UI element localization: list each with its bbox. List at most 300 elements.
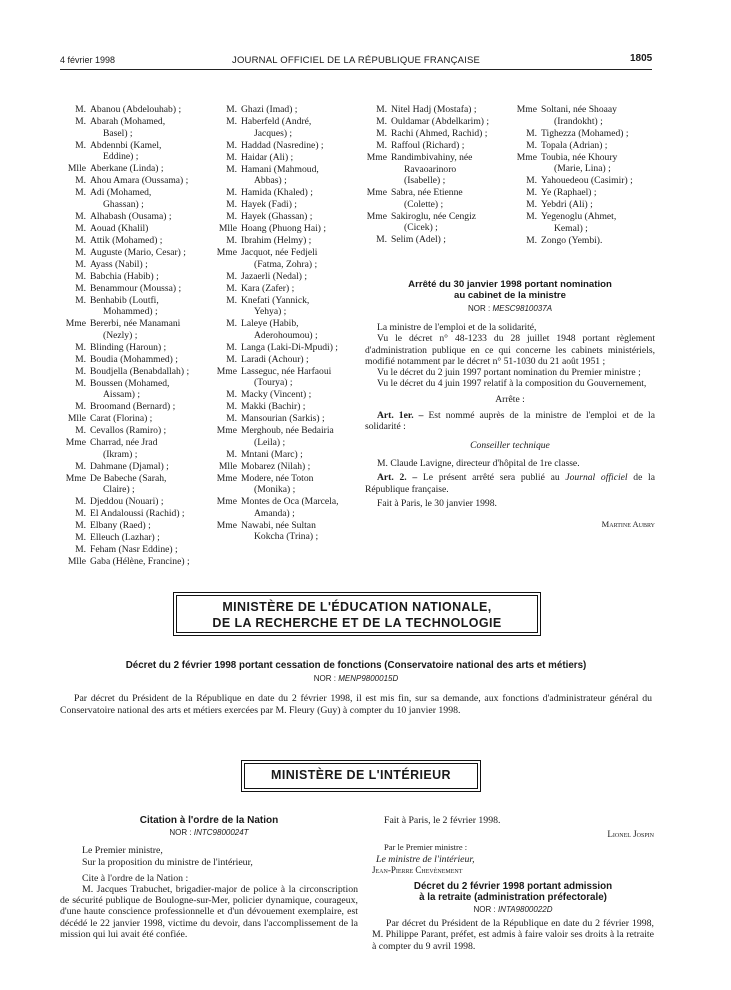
- name-entry: [64, 378, 204, 401]
- name-title: Mme: [65, 472, 86, 484]
- nor-label: NOR :: [467, 304, 491, 313]
- name-line: Ibrahim (Helmy) ;: [241, 235, 312, 246]
- name-text: [90, 259, 204, 271]
- name-line: Attik (Mohamed) ;: [90, 234, 163, 246]
- name-line: Ghazi (Imad) ;: [241, 104, 298, 115]
- name-line: Ahou Amara (Oussama) ;: [90, 175, 189, 186]
- name-text: [90, 295, 204, 318]
- name-text: [241, 199, 355, 211]
- name-text: [90, 401, 204, 413]
- name-line: Tighezza (Mohamed) ;: [541, 127, 629, 139]
- ministry-interieur-box: [244, 763, 478, 789]
- name-line: Claire) ;: [103, 484, 135, 495]
- name-line: Dahmane (Djamal) ;: [90, 460, 169, 472]
- name-title: M.: [526, 175, 537, 186]
- name-line: Nawabi, née Sultan: [241, 519, 316, 531]
- arrete-paragraph: La ministre de l'emploi et de la solidarité,: [377, 322, 537, 334]
- name-title: Mme: [366, 152, 387, 163]
- name-line: Hoang (Phuong Hai) ;: [241, 223, 326, 234]
- name-entry: [215, 461, 355, 473]
- name-line: Alhabash (Ousama) ;: [90, 210, 172, 222]
- name-line: Selim (Adel) ;: [391, 234, 446, 245]
- title-line2: à la retraite (administration préfectorale): [419, 891, 607, 903]
- name-title: Mme: [516, 104, 537, 115]
- name-line: Haddad (Nasredine) ;: [241, 139, 324, 151]
- name-title: Mme: [516, 151, 537, 163]
- name-text: [241, 164, 355, 187]
- arrete-section: [365, 279, 655, 530]
- name-line: Hayek (Ghassan) ;: [241, 211, 313, 222]
- name-line: Zongo (Yembi).: [541, 234, 603, 246]
- name-line: Basel) ;: [103, 127, 133, 139]
- name-entry: [64, 461, 204, 473]
- name-line: Rachi (Ahmed, Rachid) ;: [391, 128, 488, 139]
- name-entry: [215, 389, 355, 401]
- name-title: M.: [226, 211, 237, 222]
- name-entry: [515, 104, 655, 127]
- name-entry: [365, 187, 515, 210]
- name-title: M.: [75, 341, 86, 353]
- name-text: [241, 247, 355, 270]
- name-text: [241, 295, 355, 318]
- name-title: M.: [226, 139, 237, 151]
- name-text: [241, 211, 355, 223]
- name-title: Mme: [216, 519, 237, 531]
- citation-paragraph: Le Premier ministre,: [82, 845, 163, 857]
- name-entry: [215, 223, 355, 235]
- name-text: [391, 128, 515, 140]
- name-title: M.: [526, 127, 537, 139]
- role-line: Le ministre de l'intérieur,: [376, 853, 475, 865]
- name-entry: [215, 211, 355, 223]
- name-text: [391, 187, 515, 210]
- name-title: M.: [75, 187, 86, 198]
- name-text: [541, 199, 655, 211]
- name-line: (Tourya) ;: [254, 377, 293, 388]
- name-text: [241, 449, 355, 461]
- name-title: M.: [526, 139, 537, 151]
- name-entry: [215, 152, 355, 164]
- name-title: M.: [526, 187, 537, 198]
- signature: Lionel Jospin: [607, 829, 654, 840]
- name-line: Abanou (Abdelouhab) ;: [90, 104, 182, 115]
- name-title: M.: [226, 104, 237, 115]
- name-entry: [64, 259, 204, 271]
- name-line: Hamani (Mahmoud,: [241, 163, 319, 175]
- name-title: Mme: [366, 187, 387, 198]
- name-line: Makki (Bachir) ;: [241, 401, 306, 412]
- article-text: Le présent arrêté sera publié au: [422, 472, 560, 484]
- name-entry: [215, 401, 355, 413]
- name-text: [90, 175, 204, 187]
- name-line: Nitel Hadj (Mostafa) ;: [391, 104, 477, 115]
- name-entry: [64, 425, 204, 437]
- name-entry: [215, 247, 355, 270]
- name-title: M.: [75, 234, 86, 246]
- name-entry: [64, 366, 204, 378]
- name-text: [241, 413, 355, 425]
- article-text: de la République française.: [365, 472, 655, 495]
- name-entry: [215, 164, 355, 187]
- name-text: [90, 235, 204, 247]
- name-text: [241, 318, 355, 341]
- name-text: [541, 235, 655, 247]
- name-text: [90, 425, 204, 437]
- arrete-paragraph: Vu le décret du 4 juin 1997 relatif à la composition du Gouvernement,: [377, 378, 647, 390]
- ministry-line1: MINISTÈRE DE L'INTÉRIEUR: [271, 768, 451, 782]
- name-line: De Babeche (Sarah,: [90, 472, 167, 484]
- arrete-title: [365, 279, 655, 301]
- name-line: Adi (Mohamed,: [90, 187, 152, 198]
- name-title: M.: [75, 496, 86, 507]
- name-entry: [64, 175, 204, 187]
- name-line: Abarah (Mohamed,: [90, 116, 166, 127]
- citation-paragraph: M. Jacques Trabuchet, brigadier-major de police à la circonscription de sécurité publique de Boulogne-sur-Mer, policier dynamique, courageux, d'une haute conscience professionnelle et d'un dévouement exemplaire, est décédé le 22 janvier 1998, victime du devoir, dans l'accomplissement de la mission qui lui avait été confiée.: [60, 884, 358, 940]
- name-text: [90, 163, 204, 175]
- name-entry: [64, 508, 204, 520]
- nor-code: INTC9800024T: [193, 828, 249, 838]
- name-entry: [215, 116, 355, 139]
- name-text: [90, 283, 204, 295]
- name-text: [241, 520, 355, 543]
- name-text: [90, 461, 204, 473]
- name-title: M.: [75, 401, 86, 412]
- name-text: [90, 544, 204, 556]
- name-line: Bererbi, née Manamani: [90, 318, 181, 329]
- name-text: [90, 271, 204, 283]
- name-text: [241, 389, 355, 401]
- name-entry: [64, 104, 204, 116]
- name-line: Ouldamar (Abdelkarim) ;: [391, 116, 490, 127]
- name-text: [241, 461, 355, 473]
- name-text: [90, 247, 204, 259]
- name-entry: [215, 496, 355, 519]
- journal-ref: Journal officiel: [565, 472, 628, 484]
- decret-nor: [60, 674, 652, 683]
- name-entry: [365, 234, 515, 246]
- name-entry: [515, 187, 655, 199]
- name-entry: [365, 128, 515, 140]
- name-entry: [64, 556, 204, 568]
- citation-nor: [60, 827, 358, 838]
- name-title: Mlle: [218, 223, 237, 234]
- article-2: [365, 472, 655, 494]
- name-title: M.: [75, 282, 86, 294]
- name-line: Knefati (Yannick,: [241, 294, 310, 306]
- decret-body: Par décret du Président de la République en date du 2 février 1998, il est mis fin, sur sa demande, aux fonctions d'administrateur général du Conservatoire national des arts et métiers exercées par M. Fleury (Guy) à compter du 10 janvier 1998.: [60, 693, 652, 716]
- name-title: M.: [226, 448, 237, 460]
- name-text: [90, 508, 204, 520]
- names-column-2: [215, 104, 355, 543]
- journal-title: JOURNAL OFFICIEL DE LA RÉPUBLIQUE FRANÇAISE: [232, 55, 481, 66]
- name-entry: [64, 116, 204, 139]
- name-text: [541, 187, 655, 199]
- name-line: Sakiroglu, née Cengiz: [391, 210, 476, 222]
- right-bottom-section: [372, 815, 654, 952]
- name-text: [241, 283, 355, 295]
- name-title: M.: [75, 175, 86, 186]
- name-line: Amanda) ;: [254, 507, 295, 519]
- name-entry: [64, 283, 204, 295]
- nor-code: MESC9810037A: [492, 304, 553, 313]
- name-line: Jacques) ;: [254, 127, 293, 139]
- name-entry: [215, 520, 355, 543]
- name-title: M.: [376, 104, 387, 115]
- article-1: [365, 410, 655, 432]
- name-entry: [215, 235, 355, 247]
- name-line: Jacquot, née Fedjeli: [241, 247, 318, 258]
- name-title: M.: [75, 425, 86, 436]
- signature: Jean-Pierre Chevènement: [372, 864, 463, 875]
- name-title: M.: [75, 365, 86, 377]
- name-entry: [365, 104, 515, 116]
- name-entry: [64, 247, 204, 259]
- name-line: Mansourian (Sarkis) ;: [241, 413, 325, 424]
- name-line: Kara (Zafer) ;: [241, 282, 295, 294]
- name-entry: [64, 413, 204, 425]
- name-entry: [215, 318, 355, 341]
- name-title: Mlle: [218, 460, 237, 472]
- name-entry: [515, 128, 655, 140]
- name-line: Ayass (Nabil) ;: [90, 258, 148, 270]
- name-entry: [515, 140, 655, 152]
- name-entry: [64, 211, 204, 223]
- name-text: [241, 354, 355, 366]
- ministry-line2: DE LA RECHERCHE ET DE LA TECHNOLOGIE: [212, 616, 502, 630]
- arrete-verb: Arrête :: [495, 394, 525, 406]
- name-line: Jazaerli (Nedal) ;: [241, 270, 308, 282]
- name-title: M.: [376, 234, 387, 245]
- name-line: Carat (Florina) ;: [90, 413, 153, 424]
- name-title: M.: [75, 104, 86, 115]
- name-entry: [515, 199, 655, 211]
- name-entry: [64, 271, 204, 283]
- name-line: Ghassan) ;: [103, 198, 144, 210]
- name-line: Benhabib (Loutfi,: [90, 294, 159, 306]
- name-line: Ravaoarinoro: [404, 163, 457, 175]
- name-line: Benammour (Moussa) ;: [90, 282, 182, 294]
- name-entry: [64, 401, 204, 413]
- name-title: M.: [226, 116, 237, 127]
- name-entry: [515, 175, 655, 187]
- name-line: Mohammed) ;: [103, 306, 158, 317]
- name-line: Aissam) ;: [103, 389, 141, 400]
- name-entry: [64, 532, 204, 544]
- name-text: [241, 116, 355, 139]
- name-title: M.: [226, 353, 237, 365]
- citation-title: Citation à l'ordre de la Nation: [139, 815, 279, 826]
- name-line: (Cicek) ;: [404, 222, 438, 233]
- name-line: Haidar (Ali) ;: [241, 151, 294, 163]
- name-title: M.: [75, 222, 86, 234]
- name-line: El Andaloussi (Rachid) ;: [90, 508, 185, 519]
- name-title: M.: [226, 151, 237, 163]
- arrete-date-line: Fait à Paris, le 30 janvier 1998.: [377, 497, 497, 509]
- name-title: M.: [75, 210, 86, 222]
- name-title: Mme: [216, 425, 237, 436]
- name-entry: [515, 235, 655, 247]
- name-entry: [64, 544, 204, 556]
- date-line: Fait à Paris, le 2 février 1998.: [384, 815, 501, 826]
- name-text: [90, 104, 204, 116]
- name-text: [541, 152, 655, 175]
- name-line: Boudjella (Benabdallah) ;: [90, 365, 190, 377]
- name-entry: [365, 211, 515, 234]
- name-title: M.: [376, 116, 387, 127]
- name-title: M.: [226, 294, 237, 306]
- name-line: Mntani (Marc) ;: [241, 448, 303, 460]
- name-text: [90, 378, 204, 401]
- name-entry: [215, 283, 355, 295]
- name-text: [90, 116, 204, 139]
- name-title: M.: [75, 508, 86, 519]
- name-title: M.: [226, 199, 237, 210]
- name-entry: [215, 342, 355, 354]
- name-title: Mme: [216, 365, 237, 377]
- header-rule: [60, 69, 652, 70]
- name-line: Boussen (Mohamed,: [90, 377, 170, 389]
- name-line: Yahouedeou (Casimir) ;: [541, 175, 633, 186]
- decret-retraite-body: Par décret du Président de la République en date du 2 février 1998, M. Philippe Parant, préfet, est admis à faire valoir ses droits à la retraite à compter du 9 avril 1998.: [372, 918, 654, 952]
- name-text: [541, 211, 655, 234]
- arrete-title-line1: Arrêté du 30 janvier 1998 portant nomination: [408, 279, 612, 290]
- name-entry: [64, 342, 204, 354]
- name-entry: [64, 295, 204, 318]
- name-line: Cevallos (Ramiro) ;: [90, 425, 167, 436]
- name-line: (Nezly) ;: [103, 329, 138, 341]
- name-entry: [215, 366, 355, 389]
- name-line: Yegenoglu (Ahmet,: [541, 211, 617, 222]
- nor-label: NOR :: [169, 828, 192, 838]
- name-entry: [215, 140, 355, 152]
- name-line: Laleye (Habib,: [241, 318, 299, 329]
- name-line: Elbany (Raed) ;: [90, 520, 151, 531]
- name-line: Babchia (Habib) ;: [90, 270, 159, 282]
- name-entry: [215, 449, 355, 461]
- name-entry: [64, 437, 204, 460]
- name-title: M.: [75, 258, 86, 270]
- name-line: Yebdri (Ali) ;: [541, 199, 593, 210]
- name-text: [90, 413, 204, 425]
- nor-label: NOR :: [473, 905, 496, 915]
- name-line: Haberfeld (André,: [241, 116, 312, 127]
- article-text: Est nommé auprès de la ministre de l'emploi et de la solidarité :: [365, 409, 655, 432]
- names-column-1: [64, 104, 204, 568]
- name-line: Abbas) ;: [254, 175, 287, 186]
- name-title: Mlle: [67, 556, 86, 567]
- nor-code: MENP9800015D: [338, 674, 399, 683]
- name-text: [241, 152, 355, 164]
- name-line: Ye (Raphael) ;: [541, 187, 597, 198]
- name-text: [90, 211, 204, 223]
- name-title: M.: [226, 187, 237, 198]
- name-text: [90, 342, 204, 354]
- name-line: Aderohoumou) ;: [254, 329, 318, 341]
- name-entry: [64, 223, 204, 235]
- name-text: [241, 425, 355, 448]
- name-title: Mme: [216, 472, 237, 484]
- name-line: Yehya) ;: [254, 306, 287, 317]
- citation-paragraph: Sur la proposition du ministre de l'intérieur,: [82, 856, 253, 868]
- name-entry: [215, 295, 355, 318]
- name-line: Soltani, née Shoaay: [541, 104, 617, 115]
- ministry-line1: MINISTÈRE DE L'ÉDUCATION NATIONALE,: [222, 600, 492, 614]
- name-text: [90, 473, 204, 496]
- name-title: M.: [526, 234, 537, 246]
- name-text: [391, 140, 515, 152]
- name-title: Mme: [216, 247, 237, 258]
- name-entry: [215, 413, 355, 425]
- name-line: (Colette) ;: [404, 198, 444, 210]
- name-text: [241, 271, 355, 283]
- name-line: Djeddou (Nouari) ;: [90, 496, 164, 507]
- title-line1: Décret du 2 février 1998 portant admission: [413, 881, 613, 893]
- name-text: [90, 437, 204, 460]
- name-title: Mme: [366, 210, 387, 222]
- name-text: [241, 342, 355, 354]
- name-text: [241, 140, 355, 152]
- name-text: [391, 211, 515, 234]
- name-line: (Fatma, Zohra) ;: [254, 258, 318, 270]
- arrete-title-line2: au cabinet de la ministre: [454, 290, 566, 301]
- name-title: M.: [75, 532, 86, 543]
- name-title: M.: [75, 246, 86, 258]
- name-entry: [64, 496, 204, 508]
- name-line: Kokcha (Trina) ;: [254, 531, 319, 542]
- name-title: M.: [226, 163, 237, 175]
- name-title: Mme: [65, 437, 86, 448]
- name-text: [241, 366, 355, 389]
- name-line: Montes de Oca (Marcela,: [241, 496, 339, 507]
- citation-paragraph: Cite à l'ordre de la Nation :: [82, 872, 189, 884]
- name-line: Toubia, née Khoury: [541, 151, 618, 163]
- name-line: Feham (Nasr Eddine) ;: [90, 544, 178, 555]
- name-text: [241, 235, 355, 247]
- name-line: (Marie, Lina) ;: [554, 163, 611, 174]
- name-line: Abdennbi (Kamel,: [90, 139, 162, 151]
- arrete-paragraph: Vu le décret n° 48-1233 du 28 juillet 1948 portant règlement d'administration publique en ce qui concerne les cabinets ministériels, modifié notamment par le décret n° 51-1030 du 21 août 1951 ;: [365, 333, 655, 367]
- name-entry: [365, 140, 515, 152]
- name-title: M.: [226, 282, 237, 294]
- name-text: [241, 223, 355, 235]
- name-text: [541, 140, 655, 152]
- name-line: Randimbivahiny, née: [391, 152, 473, 163]
- name-entry: [64, 163, 204, 175]
- name-line: Macky (Vincent) ;: [241, 389, 312, 400]
- name-text: [90, 520, 204, 532]
- name-title: M.: [226, 341, 237, 353]
- decret-retraite-nor: [372, 904, 654, 915]
- name-title: M.: [226, 235, 237, 246]
- name-title: M.: [75, 270, 86, 282]
- name-title: M.: [226, 270, 237, 282]
- nor-code: INTA9800022D: [497, 905, 553, 915]
- name-line: Topala (Adrian) ;: [541, 139, 608, 151]
- name-line: Sabra, née Etienne: [391, 187, 463, 198]
- name-entry: [64, 318, 204, 341]
- name-entry: [64, 140, 204, 163]
- name-title: M.: [75, 520, 86, 531]
- name-entry: [215, 104, 355, 116]
- name-line: Boudia (Mohammed) ;: [90, 353, 178, 365]
- decret-title: Décret du 2 février 1998 portant cessation de fonctions (Conservatoire national des arts et métiers): [125, 660, 587, 671]
- name-text: [391, 152, 515, 187]
- name-title: M.: [75, 377, 86, 389]
- name-entry: [64, 520, 204, 532]
- name-line: Lasseguc, née Harfaoui: [241, 365, 332, 377]
- names-column-3: [365, 104, 515, 246]
- header-date: 4 février 1998: [60, 55, 116, 65]
